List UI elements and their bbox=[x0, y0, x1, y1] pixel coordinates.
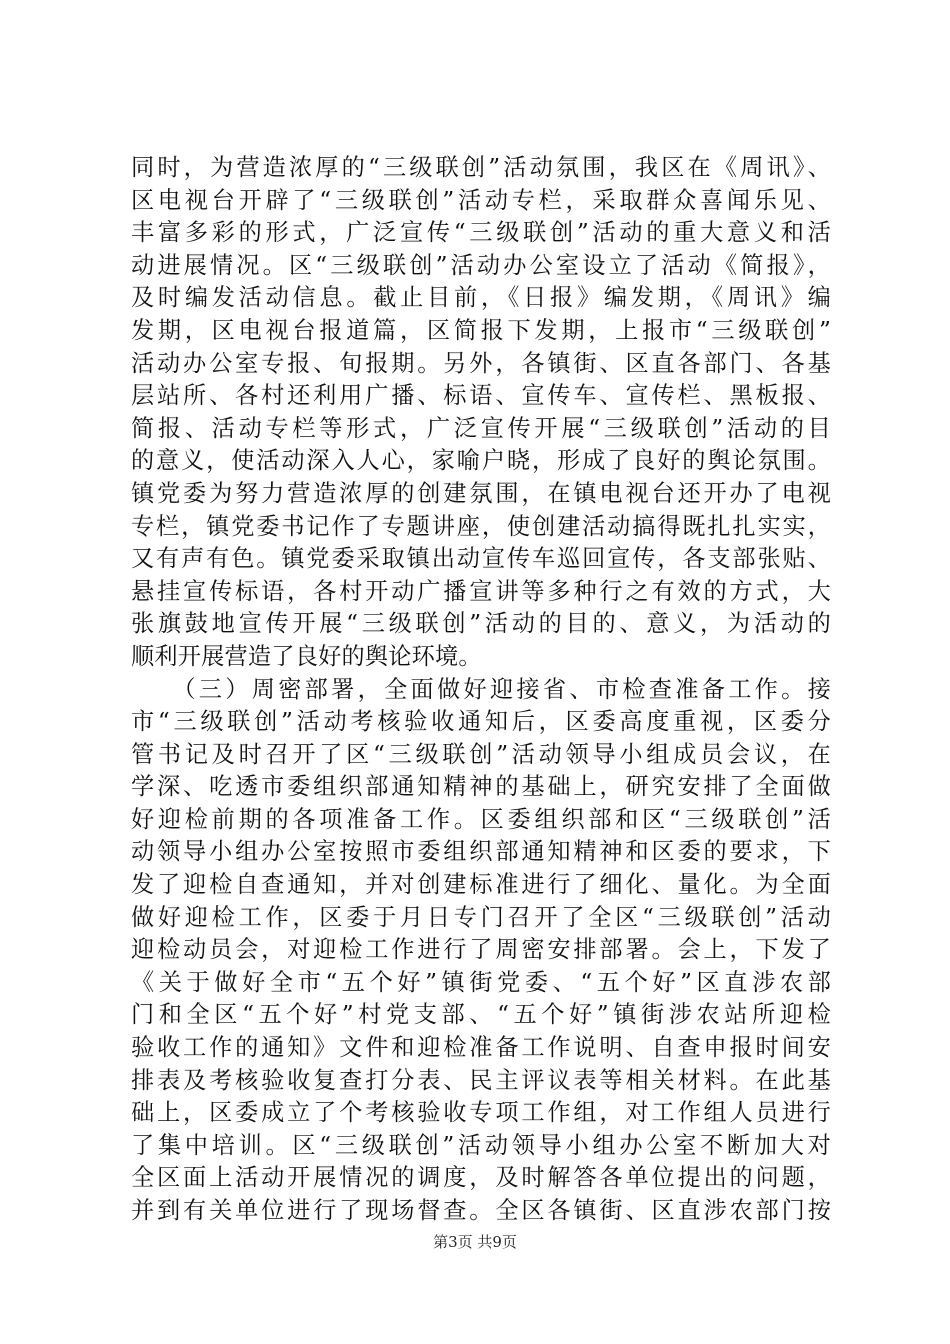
text-line: 验收工作的通知》文件和迎检准备工作说明、自查申报时间安 bbox=[131, 1034, 831, 1062]
text-line: 简报、活动专栏等形式，广泛宣传开展“三级联创”活动的目 bbox=[131, 414, 831, 442]
text-line: 及时编发活动信息。截止目前，《日报》编发期，《周讯》编 bbox=[131, 284, 831, 312]
text-line: 又有声有色。镇党委采取镇出动宣传车巡回宣传，各支部张贴、 bbox=[131, 545, 831, 573]
text-line: 丰富多彩的形式，广泛宣传“三级联创”活动的重大意义和活 bbox=[131, 219, 831, 247]
text-line: 层站所、各村还利用广播、标语、宣传车、宣传栏、黑板报、 bbox=[131, 382, 831, 410]
text-line: 《关于做好全市“五个好”镇街党委、“五个好”区直涉农部 bbox=[131, 968, 831, 996]
text-line: 学深、吃透市委组织部通知精神的基础上，研究安排了全面做 bbox=[131, 773, 831, 801]
text-line: 顺利开展营造了良好的舆论环境。 bbox=[131, 642, 482, 670]
text-line: 并到有关单位进行了现场督查。全区各镇街、区直涉农部门按 bbox=[131, 1197, 831, 1224]
text-line: 张旗鼓地宣传开展“三级联创”活动的目的、意义，为活动的 bbox=[131, 610, 831, 638]
text-line: 动进展情况。区“三级联创”活动办公室设立了活动《简报》， bbox=[131, 251, 831, 279]
text-line: 镇党委为努力营造浓厚的创建氛围，在镇电视台还开办了电视 bbox=[131, 479, 831, 507]
text-line: 础上，区委成立了个考核验收专项工作组，对工作组人员进行 bbox=[131, 1099, 831, 1127]
page-number-footer: 第3页 共9页 bbox=[433, 1233, 517, 1251]
text-line: 同时，为营造浓厚的“三级联创”活动氛围，我区在《周讯》、 bbox=[131, 154, 831, 181]
text-line: 区电视台开辟了“三级联创”活动专栏，采取群众喜闻乐见、 bbox=[131, 186, 831, 214]
body-text bbox=[131, 152, 831, 1228]
text-line: 活动办公室专报、旬报期。另外，各镇街、区直各部门、各基 bbox=[131, 349, 831, 377]
text-line: 管书记及时召开了区“三级联创”活动领导小组成员会议，在 bbox=[131, 740, 831, 768]
text-line: 的意义，使活动深入人心，家喻户晓，形成了良好的舆论氛围。 bbox=[131, 447, 831, 475]
text-line: 排表及考核验收复查打分表、民主评议表等相关材料。在此基 bbox=[131, 1066, 831, 1094]
text-line: 全区面上活动开展情况的调度，及时解答各单位提出的问题， bbox=[131, 1164, 831, 1192]
text-line: 专栏，镇党委书记作了专题讲座，使创建活动搞得既扎扎实实， bbox=[131, 512, 831, 540]
text-line: 做好迎检工作，区委于月日专门召开了全区“三级联创”活动 bbox=[131, 903, 831, 931]
text-line: 门和全区“五个好”村党支部、“五个好”镇街涉农站所迎检 bbox=[131, 1001, 831, 1029]
text-line: 发期，区电视台报道篇，区简报下发期，上报市“三级联创” bbox=[131, 316, 831, 344]
text-line: 动领导小组办公室按照市委组织部通知精神和区委的要求，下 bbox=[131, 838, 831, 866]
text-line: 迎检动员会，对迎检工作进行了周密安排部署。会上，下发了 bbox=[131, 936, 831, 964]
text-line: 好迎检前期的各项准备工作。区委组织部和区“三级联创”活 bbox=[131, 805, 831, 833]
text-line: 市“三级联创”活动考核验收通知后，区委高度重视，区委分 bbox=[131, 708, 831, 736]
text-line: （三）周密部署，全面做好迎接省、市检查准备工作。接 bbox=[131, 675, 831, 703]
text-line: 发了迎检自查通知，并对创建标准进行了细化、量化。为全面 bbox=[131, 871, 831, 899]
text-line: 悬挂宣传标语，各村开动广播宣讲等多种行之有效的方式，大 bbox=[131, 577, 831, 605]
text-line: 了集中培训。区“三级联创”活动领导小组办公室不断加大对 bbox=[131, 1131, 831, 1159]
